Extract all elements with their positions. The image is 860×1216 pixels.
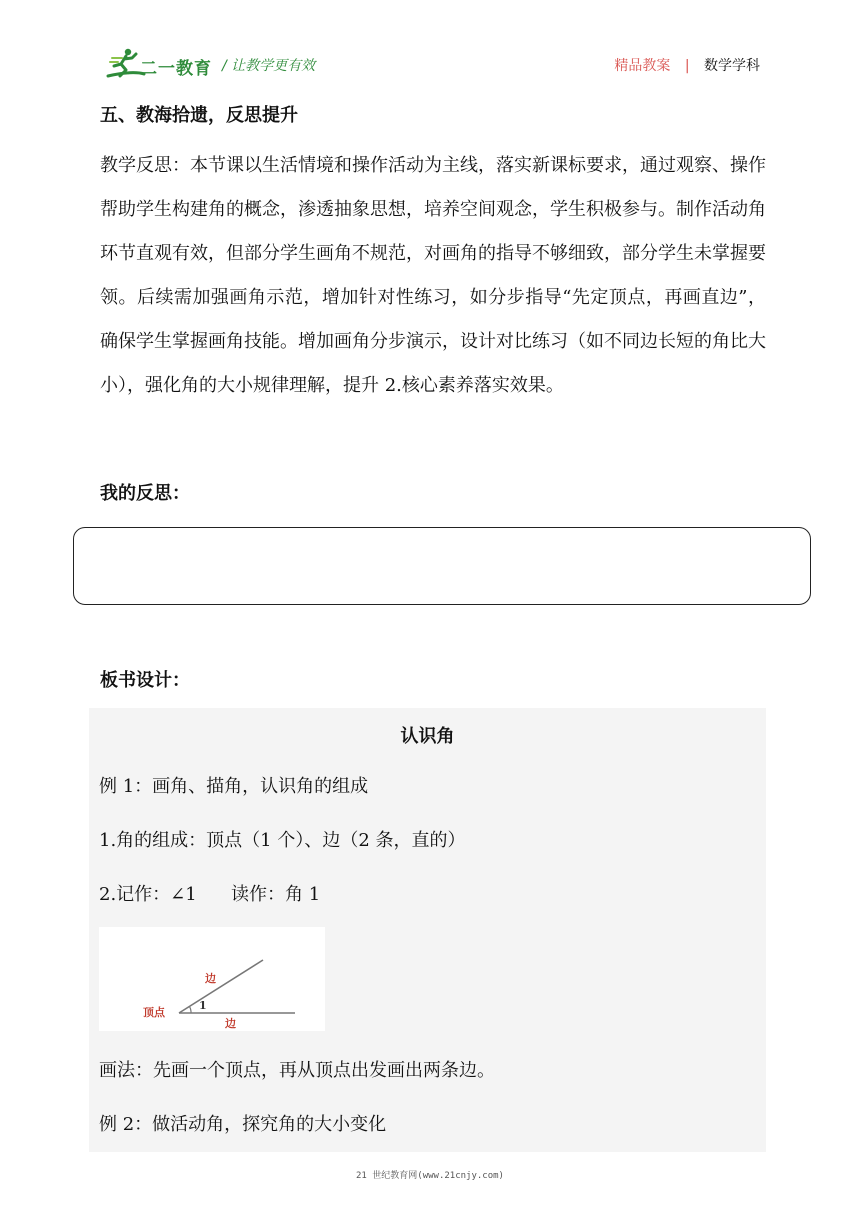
board-angle-parts: 1.角的组成：顶点（1 个）、边（2 条，直的）: [99, 830, 466, 851]
category-label: 精品教案: [614, 58, 671, 74]
subject-label: 数学学科: [704, 58, 760, 74]
my-reflection-label: 我的反思：: [100, 483, 190, 504]
my-reflection-input-box[interactable]: [73, 527, 811, 605]
vertex-label: 顶点: [143, 1006, 165, 1019]
board-example-2: 例 2：做活动角，探究角的大小变化: [99, 1114, 387, 1135]
reflection-paragraph: 教学反思：本节课以生活情境和操作活动为主线，落实新课标要求，通过观察、操作帮助学生构建角的概念，渗透抽象思想，培养空间观念，学生积极参与。制作活动角环节直观有效，但部分学生画角不规范，对画角的指导不够细致，部分学生未掌握要领。后续需加强画角示范，增加针对性练习，如分步指导“先定顶点，再画直边”，确保学生掌握画角技能。增加画角分步演示，设计对比练习（如不同边长短的角比大小），强化角的大小规律理解，提升 2.核心素养落实效果。: [100, 155, 766, 396]
side-label-bottom: 边: [225, 1017, 236, 1030]
logo-text: 二一教育: [140, 59, 212, 79]
page-footer: 21 世纪教育网(www.21cnjy.com): [356, 1171, 504, 1181]
board-notation: 2.记作：∠1 读作：角 1: [99, 884, 321, 905]
section-heading: 五、教海拾遗，反思提升: [100, 105, 298, 126]
board-example-1: 例 1：画角、描角，认识角的组成: [99, 776, 369, 797]
board-title: 认识角: [400, 726, 455, 747]
board-design-label: 板书设计：: [100, 670, 190, 691]
side-label-top: 边: [205, 972, 216, 985]
page-header: [0, 0, 860, 92]
angle-diagram: [99, 927, 325, 1031]
slogan: / 让教学更有效: [222, 58, 316, 74]
angle-number-label: 1: [199, 999, 207, 1012]
board-design-panel: [89, 708, 766, 1152]
header-right: [614, 55, 760, 75]
board-drawing-method: 画法：先画一个顶点，再从顶点出发画出两条边。: [99, 1060, 495, 1081]
header-divider: |: [684, 58, 690, 74]
